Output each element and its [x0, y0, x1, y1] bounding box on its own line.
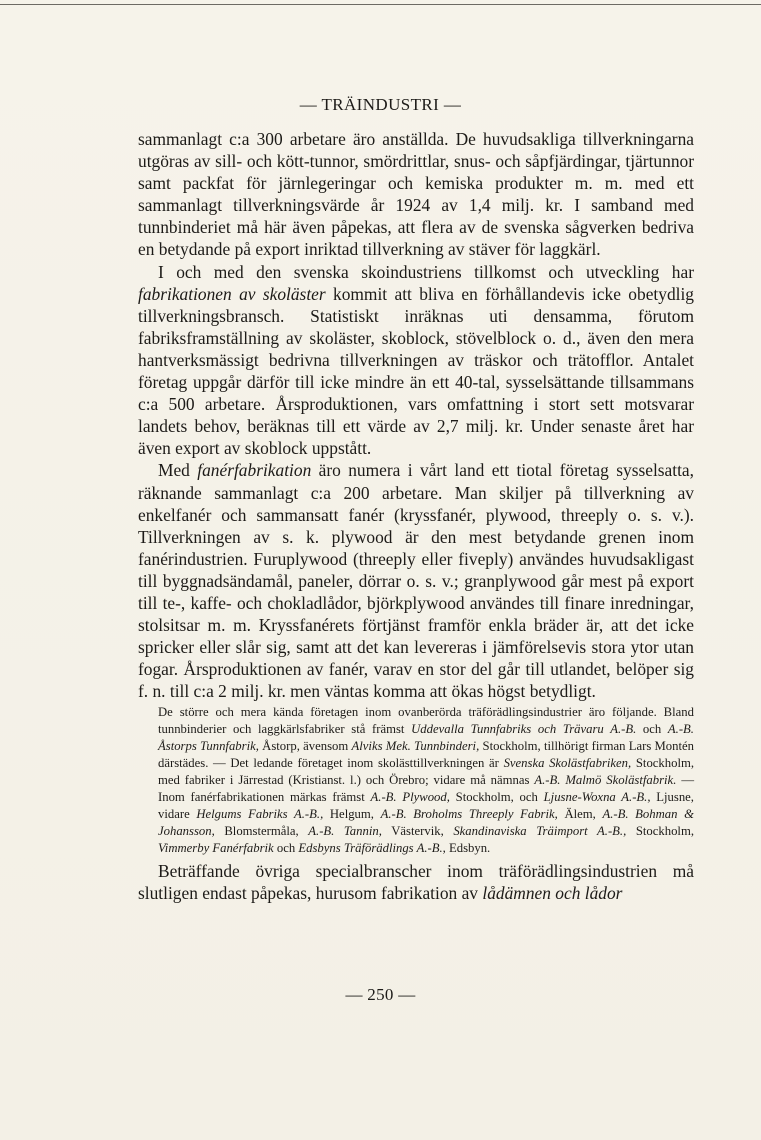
page-body: [138, 128, 694, 904]
note-text: Helgum,: [323, 806, 381, 821]
company-name: A.-B. Åstorps Tunnfabrik,: [158, 722, 694, 754]
note-text: Stockholm, med fabriker i Järrestad (Kristianst. l.) och Örebro; vidare må nämnas: [158, 756, 695, 788]
note-text: Älem,: [557, 806, 603, 821]
company-name: A.-B. Tannin,: [308, 823, 382, 838]
company-name: A.-B. Malmö Skolästfabrik.: [534, 773, 677, 788]
note-text: Stockholm, tillhörigt firman Lars Montén därstädes. — Det ledande företaget inom skolästtillverkningen är: [158, 739, 694, 771]
page-footer: [0, 985, 761, 1005]
text-span: Med: [158, 460, 198, 481]
note-text: och: [636, 722, 668, 737]
note-text: Västervik,: [381, 823, 454, 838]
company-name: Ljusne-Woxna A.-B.,: [543, 789, 651, 804]
company-name: Alviks Mek. Tunnbinderi,: [351, 739, 480, 754]
note-text: Stockholm, och: [449, 789, 544, 804]
text-span: äro numera i vårt land ett tiotal företag sysselsatta, räknande sammanlagt c:a 200 arbetare. Man skiljer på tillverkning av enkelfanér och sammansatt fanér (kryssfanér, plywood, threeply o. s. v.). Tillverkningen av s. k. plywood är den mest betydande grenen inom fanérindustrien. Furuplywood (threeply eller fiveply) användes huvudsakligast till byggnadsändamål, paneler, dörrar o. s. v.; granplywood går mest på export till te-, kaffe- och chokladlådor, björkplywood användes till finare inredningar, stolsitsar m. m. Kryssfanérets förtjänst framför enkla bräder är, att det icke spricker eller slår sig, samt att det kan levereras i jämförelsevis stora ytor utan fogar. Årsproduktionen av fanér, varav en stor del går till utlandet, belöper sig f. n. till c:a 2 milj. kr. men väntas komma att ökas högst betydligt.: [138, 460, 694, 702]
text-span: I och med den svenska skoindustriens tillkomst och utveckling har: [158, 261, 694, 282]
text-span: Beträffande övriga specialbranscher inom träförädlingsindustrien må slutligen endast påpekas, hurusom fabrikation av: [138, 860, 694, 903]
page-number: — 250 —: [345, 985, 416, 1004]
company-name: Edsbyns Träförädlings A.-B.,: [298, 840, 446, 855]
company-name: Helgums Fabriks A.-B.,: [196, 806, 324, 821]
paragraph-skolaster: [138, 261, 694, 460]
emphasis-fanerfabrikation: fanérfabrikation: [197, 460, 312, 481]
paragraph-continuation: sammanlagt c:a 300 arbetare äro anställda. De huvudsakliga tillverkningarna utgöras av sill- och kött-tunnor, smördrittlar, snus- och såpfjärdingar, tjärtunnor samt packfat för järnlegeringar och kemiska produkter m. m. med ett sammanlagt tillverkningsvärde år 1924 av 1,4 milj. kr. I samband med tunnbinderiet må här även påpekas, att flera av de svenska sågverken bedriva en betydande på export inriktad tillverkning av stäver för laggkärl.: [138, 129, 694, 260]
emphasis-skolaster: fabrikationen av skoläster: [138, 283, 326, 304]
company-name: Uddevalla Tunnfabriks och Trävaru A.-B.: [411, 722, 637, 737]
note-text: — Inom fanérfabrikationen märkas främst: [158, 773, 695, 804]
note-text: Stockholm,: [626, 823, 694, 838]
running-header: — TRÄINDUSTRI —: [299, 95, 462, 114]
top-edge-rule: [0, 4, 761, 5]
paragraph-faner: [138, 459, 694, 702]
note-text: Ljusne, vidare: [158, 789, 694, 821]
company-name: Vimmerby Fanérfabrik: [158, 840, 274, 855]
note-text: De större och mera kända företagen inom ovanberörda träförädlingsindustrier äro följande. Bland tunnbinderier och laggkärlsfabriker stå främst: [158, 705, 694, 737]
note-text: Åstorp, ävensom: [258, 739, 352, 754]
note-text: Blomstermåla,: [214, 823, 309, 838]
company-name: Svenska Skolästfabriken,: [503, 756, 632, 771]
note-text: och: [273, 840, 299, 855]
emphasis-ladamnen: lådämnen och lådor: [482, 882, 623, 903]
company-name: A.-B. Broholms Threeply Fabrik,: [380, 806, 558, 821]
note-text: Edsbyn.: [445, 840, 491, 855]
paragraph-ladamnen: [138, 860, 694, 904]
company-name: A.-B. Bohman & Johansson,: [158, 806, 694, 838]
company-name: A.-B. Plywood,: [370, 789, 450, 804]
text-span: kommit att bliva en förhållandevis icke obetydlig tillverkningsbransch. Statistiskt inräknas uti densamma, förutom fabriksframställning av skoläster, skoblock, stövelblock o. d., även den mera hantverksmässigt bedrivna tillverkningen av träskor och trätofflor. Antalet företag uppgår därför till icke mindre än ett 40-tal, sysselsättande tillsammans c:a 500 arbetare. Årsproduktionen, vars omfattning i stort sett motsvarar landets behov, beräknas till ett värde av 2,7 milj. kr. Under senaste året har även export av skoblock uppstått.: [138, 283, 694, 459]
companies-note: [138, 704, 694, 856]
company-name: Skandinaviska Träimport A.-B.,: [453, 823, 627, 838]
